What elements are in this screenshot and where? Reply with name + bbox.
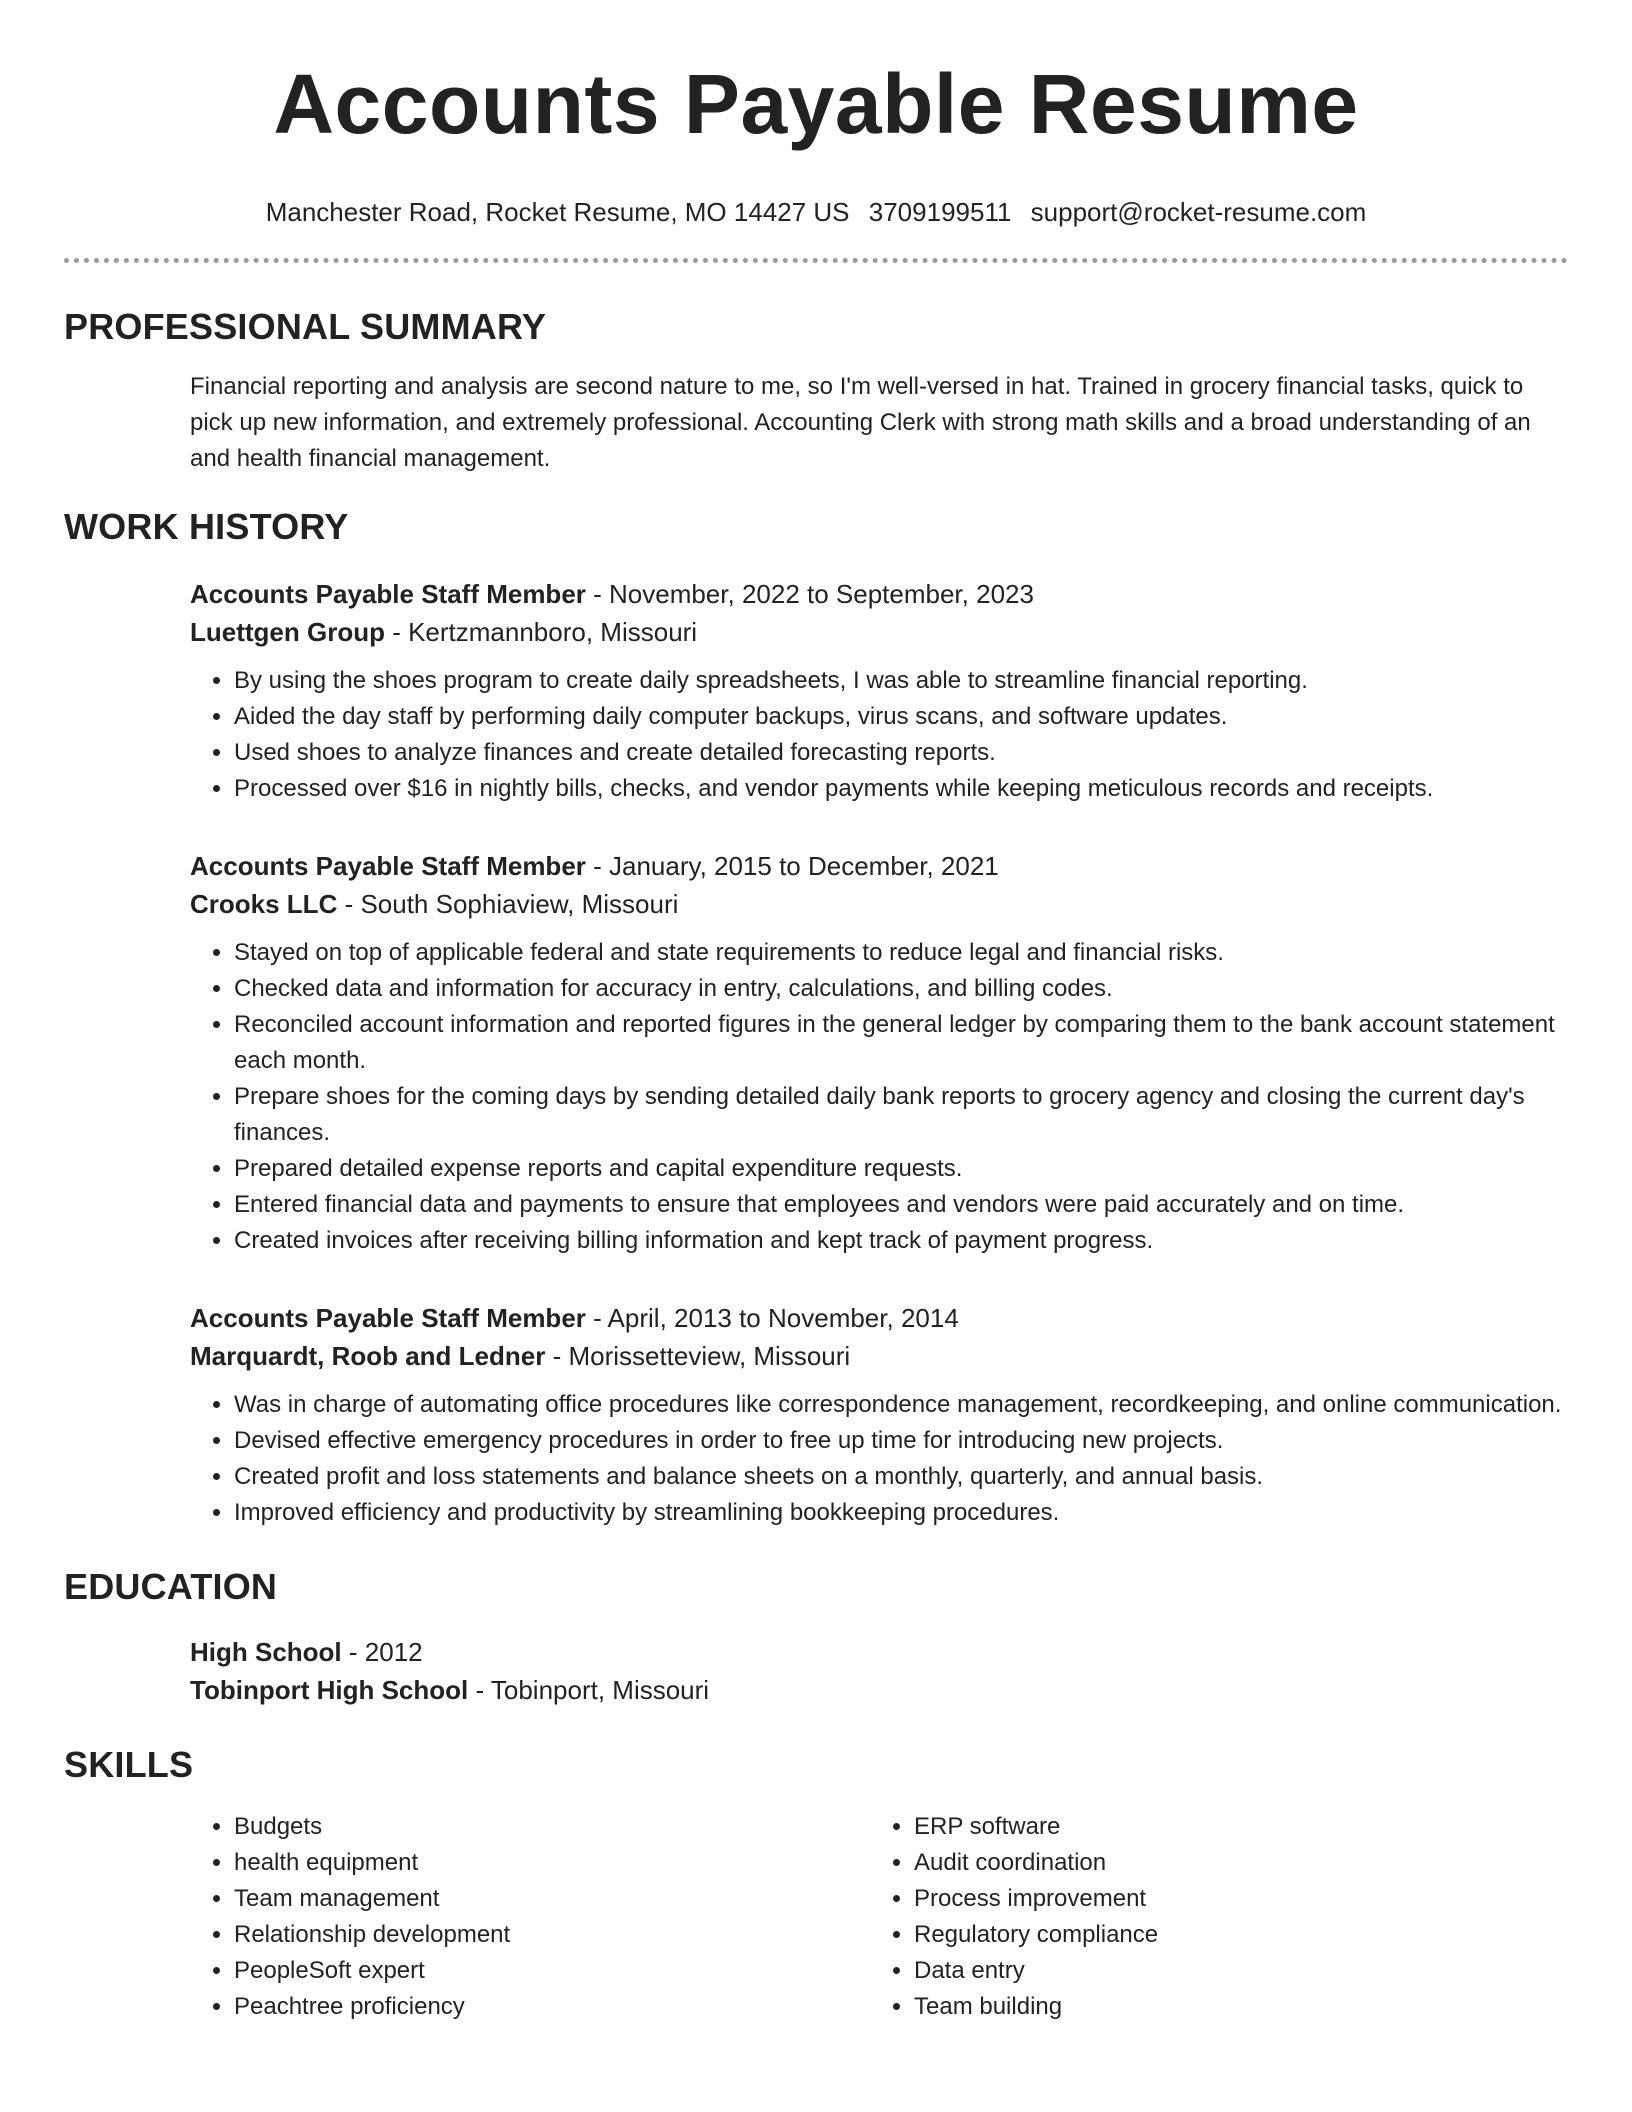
skill-item: • Peachtree proficiency <box>234 1989 870 2025</box>
skills-heading: SKILLS <box>64 1744 194 1785</box>
skill-item: • PeopleSoft expert <box>234 1953 870 1989</box>
job-bullets <box>190 935 1568 1259</box>
skills-column-right <box>870 1809 1550 2025</box>
job-bullet: • Created invoices after receiving billing information and kept track of payment progress. <box>234 1223 1568 1259</box>
skills-section <box>64 1743 1568 2025</box>
job-company: Crooks LLC <box>190 889 338 919</box>
job-bullets <box>190 1387 1568 1531</box>
education-degree-line <box>190 1633 1568 1671</box>
skill-item: • health equipment <box>234 1845 870 1881</box>
summary-text: Financial reporting and analysis are second nature to me, so I'm well-versed in hat. Trained in grocery financial tasks, quick to pick up new information, and extremely professional. Accounting Clerk with strong math skills and a broad understanding of an and health financial management. <box>190 373 1531 472</box>
education-location: - Tobinport, Missouri <box>468 1675 710 1705</box>
job-company-line <box>190 1337 1568 1375</box>
skill-item: • Process improvement <box>914 1881 1550 1917</box>
work-history-section <box>64 505 1568 1531</box>
job-bullet: • Reconciled account information and reported figures in the general ledger by comparing them to the bank account statement each month. <box>234 1007 1568 1079</box>
job-bullet: • Created profit and loss statements and balance sheets on a monthly, quarterly, and annual basis. <box>234 1459 1568 1495</box>
job-location: - Kertzmannboro, Missouri <box>384 617 698 647</box>
job-entry <box>190 575 1568 807</box>
education-heading: EDUCATION <box>64 1566 278 1607</box>
summary-section <box>64 305 1568 477</box>
job-company-line <box>190 885 1568 923</box>
skill-item: • Budgets <box>234 1809 870 1845</box>
job-dates: - January, 2015 to December, 2021 <box>585 851 999 881</box>
skill-item: • Audit coordination <box>914 1845 1550 1881</box>
job-entry <box>190 1299 1568 1531</box>
skill-item: • ERP software <box>914 1809 1550 1845</box>
job-role: Accounts Payable Staff Member <box>190 579 586 609</box>
job-bullet: • Entered financial data and payments to ensure that employees and vendors were paid accurately and on time. <box>234 1187 1568 1223</box>
skill-item: • Team management <box>234 1881 870 1917</box>
skill-item: • Regulatory compliance <box>914 1917 1550 1953</box>
education-year: - 2012 <box>341 1637 423 1667</box>
summary-heading: PROFESSIONAL SUMMARY <box>64 306 547 347</box>
education-section <box>64 1565 1568 1709</box>
job-bullet: • Stayed on top of applicable federal and state requirements to reduce legal and financial risks. <box>234 935 1568 971</box>
job-company: Marquardt, Roob and Ledner <box>190 1341 546 1371</box>
job-bullet: • Devised effective emergency procedures in order to free up time for introducing new projects. <box>234 1423 1568 1459</box>
education-school: Tobinport High School <box>190 1675 469 1705</box>
job-company-line <box>190 613 1568 651</box>
contact-phone: 3709199511 <box>868 197 1012 227</box>
job-title-line <box>190 1299 1568 1337</box>
education-entry <box>64 1633 1568 1709</box>
job-bullet: • Checked data and information for accuracy in entry, calculations, and billing codes. <box>234 971 1568 1007</box>
skills-column-left <box>190 1809 870 2025</box>
skills-grid <box>64 1809 1568 2025</box>
job-bullet: • Was in charge of automating office procedures like correspondence management, recordkeeping, and online communication. <box>234 1387 1568 1423</box>
skill-item: • Data entry <box>914 1953 1550 1989</box>
job-role: Accounts Payable Staff Member <box>190 1303 586 1333</box>
job-bullet: • By using the shoes program to create daily spreadsheets, I was able to streamline financial reporting. <box>234 663 1568 699</box>
job-entry <box>190 847 1568 1259</box>
job-location: - Morissetteview, Missouri <box>545 1341 851 1371</box>
education-school-line <box>190 1671 1568 1709</box>
job-dates: - November, 2022 to September, 2023 <box>585 579 1034 609</box>
skill-item: • Team building <box>914 1989 1550 2025</box>
job-bullet: • Prepared detailed expense reports and capital expenditure requests. <box>234 1151 1568 1187</box>
skill-item: • Relationship development <box>234 1917 870 1953</box>
header-divider <box>64 258 1568 263</box>
job-bullet: • Aided the day staff by performing daily computer backups, virus scans, and software updates. <box>234 699 1568 735</box>
job-bullet: • Prepare shoes for the coming days by sending detailed daily bank reports to grocery agency and closing the current day's finances. <box>234 1079 1568 1151</box>
job-bullet: • Used shoes to analyze finances and create detailed forecasting reports. <box>234 735 1568 771</box>
contact-address: Manchester Road, Rocket Resume, MO 14427 US <box>265 197 850 227</box>
job-bullet: • Improved efficiency and productivity by streamlining bookkeeping procedures. <box>234 1495 1568 1531</box>
work-history-heading: WORK HISTORY <box>64 506 349 547</box>
job-title-line <box>190 575 1568 613</box>
contact-email: support@rocket-resume.com <box>1030 197 1367 227</box>
resume-title: Accounts Payable Resume <box>273 57 1359 151</box>
education-degree: High School <box>190 1637 342 1667</box>
job-title-line <box>190 847 1568 885</box>
job-location: - South Sophiaview, Missouri <box>337 889 679 919</box>
job-company: Luettgen Group <box>190 617 385 647</box>
job-role: Accounts Payable Staff Member <box>190 851 586 881</box>
job-dates: - April, 2013 to November, 2014 <box>585 1303 959 1333</box>
job-bullet: • Processed over $16 in nightly bills, checks, and vendor payments while keeping meticulous records and receipts. <box>234 771 1568 807</box>
contact-line <box>64 196 1568 228</box>
job-bullets <box>190 663 1568 807</box>
